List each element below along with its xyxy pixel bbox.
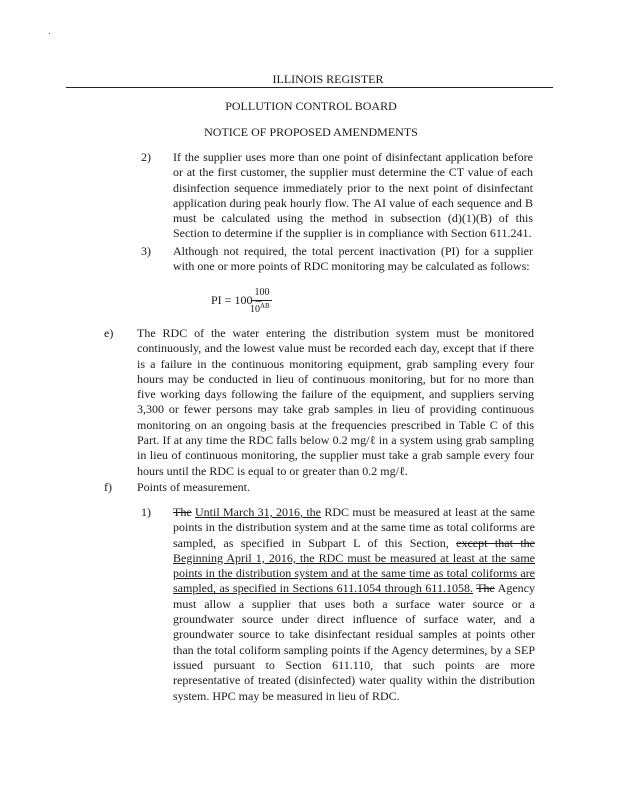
deleted-text: The <box>476 581 495 596</box>
formula-denominator-base: 10 <box>250 304 260 315</box>
inserted-text: Beginning April 1, 2016, the RDC must be measured at least at the same points in the distribution system and at the same time as total coliforms are sampled, as specified in Sections 611.1054 through 611.1058. <box>173 550 535 596</box>
notice-title: NOTICE OF PROPOSED AMENDMENTS <box>204 125 418 139</box>
item-2-text: If the supplier uses more than one point of disinfectant application before or at the first customer, the supplier must determine the CT value of each disinfection sequence immediately prior to the next point of disinfectant application during peak hourly flow. The AI value of each sequence and B must be calculated using the method in subsection (d)(1)(B) of this Section to determine if the supplier is in compliance with Section 611.241. <box>173 150 533 241</box>
item-2-number: 2) <box>141 150 151 164</box>
board-title: POLLUTION CONTROL BOARD <box>225 99 397 113</box>
formula-numerator: 100 <box>254 287 270 298</box>
body-text: RDC must be measured at least at the same points in the distribution system and at the same time as total coliforms are sampled, as specified in Subpart L of this Section, <box>173 505 535 550</box>
item-f-heading: Points of measurement. <box>137 480 250 494</box>
scan-speck <box>49 33 50 34</box>
item-f1-text <box>173 505 535 704</box>
body-text: Agency must allow a supplier that uses both a surface water source or a groundwater source under direct influence of surface water, and a groundwater source to take disinfectant residual samples at points other than the total coliform sampling points if the Agency determines, by a SEP issued pursuant to Section 611.110, that such points are more representative of treated (disinfected) water quality within the distribution system. HPC may be measured in lieu of RDC. <box>173 581 535 703</box>
header-rule <box>66 87 553 88</box>
item-3-text: Although not required, the total percent inactivation (PI) for a supplier with one or more points of RDC monitoring may be calculated as follows: <box>173 244 533 274</box>
item-3-number: 3) <box>141 244 151 258</box>
formula-denominator-exponent: AB <box>260 302 270 310</box>
deleted-text: except that the <box>456 535 536 550</box>
item-f-number: f) <box>104 480 112 494</box>
item-e-number: e) <box>104 326 114 340</box>
inserted-text: Until March 31, 2016, the <box>195 505 321 519</box>
deleted-text: The <box>173 505 192 519</box>
formula-lhs: PI = 100 – <box>211 293 262 307</box>
register-title: ILLINOIS REGISTER <box>272 72 384 86</box>
fraction-bar <box>252 300 272 301</box>
item-e-text: The RDC of the water entering the distribution system must be monitored continuously, and the lowest value must be recorded each day, except that if there is a failure in the continuous monitoring equipment, grab sampling every four hours may be conducted in lieu of continuous monitoring, but for no more than five working days following the failure of the equipment, and suppliers serving 3,300 or fewer persons may take grab samples in lieu of providing continuous monitoring on an ongoing basis at the frequencies prescribed in Table C of this Part. If at any time the RDC falls below 0.2 mg/ℓ in a system using grab sampling in lieu of continuous monitoring, the supplier must take a grab sample every four hours until the RDC is equal to or greater than 0.2 mg/ℓ. <box>137 326 534 478</box>
item-f1-number: 1) <box>141 505 151 519</box>
formula-denominator <box>250 302 276 315</box>
